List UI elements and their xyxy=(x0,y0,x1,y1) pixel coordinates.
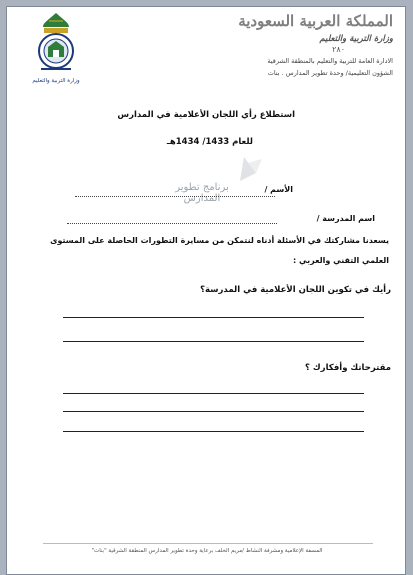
footer-divider xyxy=(43,543,373,544)
intro-text-line-2: العلمي التقني والعربي : xyxy=(293,256,389,265)
ministry-name: وزارة التربية والتعليم xyxy=(319,34,393,44)
directorate-name: الادارة العامة للتربية والتعليم بالمنطقة الشرقية xyxy=(267,57,393,65)
department-name: الشؤون التعليمية/ وحدة تطوير المدارس . بنات xyxy=(267,69,393,77)
question-2: مقترحاتك وأفكارك ؟ xyxy=(305,363,391,373)
name-label: الأسم / xyxy=(264,185,293,194)
school-name-field[interactable] xyxy=(67,223,277,224)
logo-caption: وزارة التربية والتعليم xyxy=(32,78,80,84)
answer-1-line-2[interactable] xyxy=(63,341,364,342)
answer-2-line-1[interactable] xyxy=(63,393,364,394)
document-page xyxy=(6,6,406,575)
answer-2-line-2[interactable] xyxy=(63,411,364,412)
name-field[interactable] xyxy=(75,196,275,197)
academic-year: للعام 1433/ 1434هـ xyxy=(166,137,253,147)
survey-title: استطلاع رأي اللجان الأعلامية في المدارس xyxy=(117,110,295,120)
answer-2-line-3[interactable] xyxy=(63,431,364,432)
school-name-label: اسم المدرسة / xyxy=(316,214,375,223)
kingdom-title: المملكة العربية السعودية xyxy=(238,12,393,30)
answer-1-line-1[interactable] xyxy=(63,317,364,318)
footer-note: المسفة الإعلامية ومشرفة النشاط /مريم الخلف برعاية وحدة تطوير المدارس المنطقة الشرقية "بنات" xyxy=(91,548,323,554)
ministry-logo-icon xyxy=(33,11,79,83)
watermark-text: برنامج تطوير المدارس xyxy=(175,182,229,204)
reference-code: ٢٨٠ xyxy=(332,45,345,54)
question-1: رأيك في تكوين اللجان الأعلامية في المدرسة؟ xyxy=(200,285,391,295)
intro-text-line-1: يسعدنا مشاركتك في الأسئلة أدناه لنتمكن من مسايرة التطورات الحاصلة على المستوى xyxy=(50,236,389,245)
